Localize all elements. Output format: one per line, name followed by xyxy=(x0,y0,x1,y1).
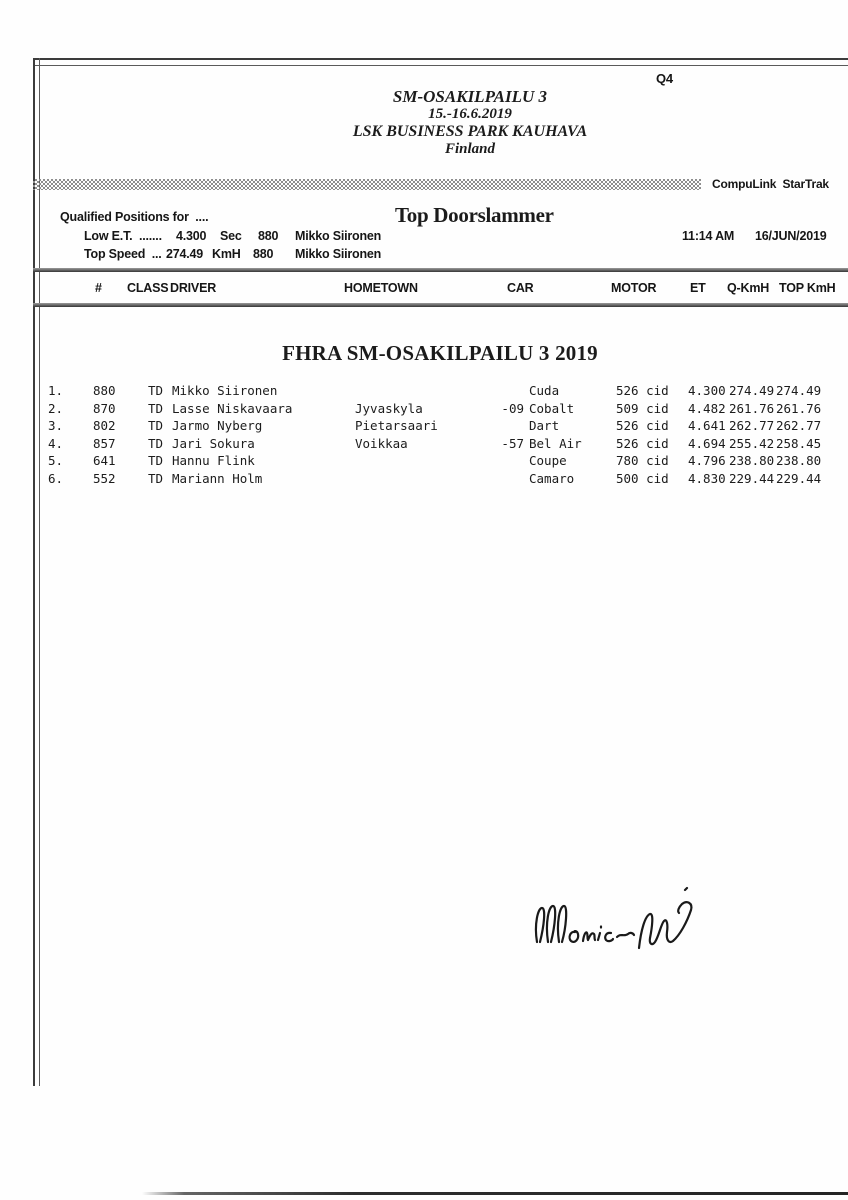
row-class: TD xyxy=(148,418,164,433)
print-time: 11:14 AM xyxy=(682,229,735,243)
row-car-number: 802 xyxy=(93,418,116,433)
row-topkmh: 274.49 xyxy=(776,383,822,398)
row-car: Dart xyxy=(529,418,560,433)
row-et: 4.796 xyxy=(688,453,726,468)
row-motor: 526 cid xyxy=(616,436,669,451)
row-et: 4.641 xyxy=(688,418,726,433)
row-car: Camaro xyxy=(529,471,575,486)
results-section-title: FHRA SM-OSAKILPAILU 3 2019 xyxy=(282,341,598,365)
event-country: Finland xyxy=(444,141,496,157)
top-speed-value: 274.49 xyxy=(166,247,204,261)
low-et-value: 4.300 xyxy=(176,229,207,243)
row-driver: Lasse Niskavaara xyxy=(172,401,293,416)
row-car-number: 880 xyxy=(93,383,116,398)
event-dates: 15.-16.6.2019 xyxy=(428,106,512,122)
row-motor: 780 cid xyxy=(616,453,669,468)
header-divider-top xyxy=(33,268,848,272)
row-hometown: Jyvaskyla xyxy=(355,401,423,416)
row-position: 5. xyxy=(48,453,64,468)
row-motor: 500 cid xyxy=(616,471,669,486)
row-car-year-prefix: -09 xyxy=(501,401,524,416)
row-position: 1. xyxy=(48,383,64,398)
low-et-driver: Mikko Siironen xyxy=(295,229,382,243)
row-driver: Jari Sokura xyxy=(172,436,255,451)
row-topkmh: 238.80 xyxy=(776,453,822,468)
result-row-1 xyxy=(0,383,848,399)
row-motor: 509 cid xyxy=(616,401,669,416)
event-title-block xyxy=(140,88,800,159)
row-car: Coupe xyxy=(529,453,567,468)
table-header-row xyxy=(0,281,848,296)
row-topkmh: 229.44 xyxy=(776,471,822,486)
top-speed-driver: Mikko Siironen xyxy=(295,247,382,261)
scan-artifact-bottom-line xyxy=(142,1192,848,1195)
row-et: 4.300 xyxy=(688,383,726,398)
row-car-year-prefix: -57 xyxy=(501,436,524,451)
page-border-left-line xyxy=(33,58,40,1086)
print-date: 16/JUN/2019 xyxy=(755,229,827,243)
row-car-number: 552 xyxy=(93,471,116,486)
row-class: TD xyxy=(148,383,164,398)
result-row-5 xyxy=(0,453,848,469)
row-qkmh: 255.42 xyxy=(729,436,775,451)
row-position: 3. xyxy=(48,418,64,433)
col-header-qkmh: Q-KmH xyxy=(727,281,770,295)
row-class: TD xyxy=(148,471,164,486)
top-speed-unit: KmH xyxy=(212,247,241,261)
round-label: Q4 xyxy=(656,71,673,86)
row-driver: Jarmo Nyberg xyxy=(172,418,263,433)
col-header-number: # xyxy=(95,281,102,295)
col-header-topkmh: TOP KmH xyxy=(779,281,836,295)
row-hometown: Pietarsaari xyxy=(355,418,438,433)
row-topkmh: 261.76 xyxy=(776,401,822,416)
row-topkmh: 258.45 xyxy=(776,436,822,451)
top-speed-label: Top Speed ... xyxy=(84,247,162,261)
row-position: 2. xyxy=(48,401,64,416)
result-row-6 xyxy=(0,471,848,487)
col-header-et: ET xyxy=(690,281,706,295)
col-header-hometown: HOMETOWN xyxy=(344,281,418,295)
row-class: TD xyxy=(148,436,164,451)
row-car-number: 870 xyxy=(93,401,116,416)
header-divider-bottom xyxy=(33,303,848,307)
low-et-car-number: 880 xyxy=(258,229,279,243)
row-car: Bel Air xyxy=(529,436,582,451)
row-qkmh: 261.76 xyxy=(729,401,775,416)
row-qkmh: 274.49 xyxy=(729,383,775,398)
col-header-motor: MOTOR xyxy=(611,281,657,295)
row-qkmh: 238.80 xyxy=(729,453,775,468)
top-speed-car-number: 880 xyxy=(253,247,274,261)
row-motor: 526 cid xyxy=(616,418,669,433)
page-border-top-line xyxy=(33,58,848,66)
timing-system-brand: CompuLink StarTrak xyxy=(712,177,829,191)
class-title: Top Doorslammer xyxy=(395,203,554,227)
row-et: 4.830 xyxy=(688,471,726,486)
col-header-driver: DRIVER xyxy=(170,281,217,295)
row-class: TD xyxy=(148,453,164,468)
row-hometown: Voikkaa xyxy=(355,436,408,451)
low-et-label: Low E.T. ....... xyxy=(84,229,162,243)
event-venue: LSK BUSINESS PARK KAUHAVA xyxy=(352,123,588,140)
qualified-positions-label: Qualified Positions for .... xyxy=(60,210,209,224)
row-position: 4. xyxy=(48,436,64,451)
event-title: SM-OSAKILPAILU 3 xyxy=(392,87,548,106)
row-car: Cobalt xyxy=(529,401,575,416)
row-driver: Mikko Siironen xyxy=(172,383,278,398)
col-header-class: CLASS xyxy=(127,281,169,295)
row-driver: Hannu Flink xyxy=(172,453,255,468)
row-car-number: 641 xyxy=(93,453,116,468)
row-et: 4.482 xyxy=(688,401,726,416)
row-topkmh: 262.77 xyxy=(776,418,822,433)
row-position: 6. xyxy=(48,471,64,486)
row-et: 4.694 xyxy=(688,436,726,451)
row-car: Cuda xyxy=(529,383,560,398)
low-et-unit: Sec xyxy=(220,229,242,243)
row-car-number: 857 xyxy=(93,436,116,451)
result-row-2 xyxy=(0,401,848,417)
result-row-3 xyxy=(0,418,848,434)
row-class: TD xyxy=(148,401,164,416)
row-driver: Mariann Holm xyxy=(172,471,263,486)
signature-handwriting xyxy=(525,878,695,958)
row-motor: 526 cid xyxy=(616,383,669,398)
row-qkmh: 229.44 xyxy=(729,471,775,486)
col-header-car: CAR xyxy=(507,281,534,295)
result-row-4 xyxy=(0,436,848,452)
halftone-separator-band xyxy=(33,179,701,190)
row-qkmh: 262.77 xyxy=(729,418,775,433)
